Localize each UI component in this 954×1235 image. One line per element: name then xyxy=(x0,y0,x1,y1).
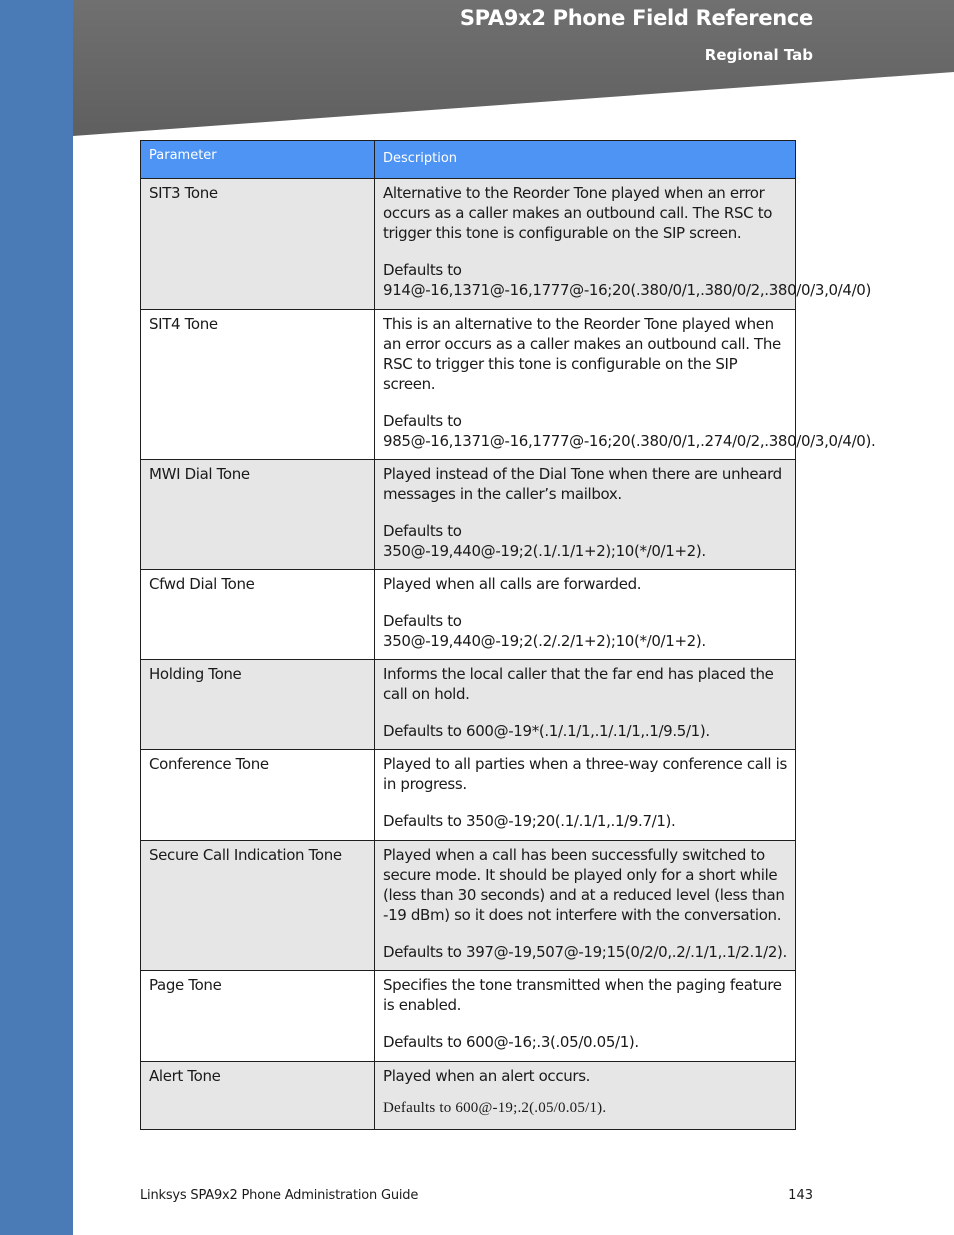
default-value-text: Defaults to 600@-16;.3(.05/0.05/1). xyxy=(383,1033,639,1051)
default-value-text: Defaults to 600@-19;.2(.05/0.05/1). xyxy=(383,1100,607,1116)
table-row xyxy=(141,310,796,460)
parameter-cell: MWI Dial Tone xyxy=(141,460,375,570)
description-text: Informs the local caller that the far end has placed the call on hold. xyxy=(383,665,774,703)
parameter-cell: Conference Tone xyxy=(141,750,375,841)
table-row xyxy=(141,971,796,1062)
page-title: SPA9x2 Phone Field Reference xyxy=(459,6,813,30)
table-row xyxy=(141,460,796,570)
description-cell xyxy=(375,570,796,660)
parameter-cell: Cfwd Dial Tone xyxy=(141,570,375,660)
column-header-description: Description xyxy=(375,141,796,179)
parameter-cell: SIT3 Tone xyxy=(141,179,375,310)
description-text: This is an alternative to the Reorder Tone played when an error occurs as a caller makes an outbound call. The RSC to trigger this tone is configurable on the SIP screen. xyxy=(383,315,781,393)
description-cell xyxy=(375,750,796,841)
default-value-text: Defaults to 985@-16,1371@-16,1777@-16;20(.380/0/1,.274/0/2,.380/0/3,0/4/0). xyxy=(383,412,876,450)
description-text: Played when an alert occurs. xyxy=(383,1067,591,1085)
description-cell xyxy=(375,179,871,310)
footer-page-number: 143 xyxy=(788,1188,813,1203)
footer-guide-title: Linksys SPA9x2 Phone Administration Guide xyxy=(140,1188,419,1203)
parameter-cell: SIT4 Tone xyxy=(141,310,375,460)
table-row xyxy=(141,660,796,750)
parameter-cell: Page Tone xyxy=(141,971,375,1062)
description-cell xyxy=(375,310,876,460)
description-cell xyxy=(375,1062,796,1130)
default-value-text: Defaults to 350@-19,440@-19;2(.1/.1/1+2);10(*/0/1+2). xyxy=(383,522,706,560)
parameter-cell: Alert Tone xyxy=(141,1062,375,1130)
description-text: Played instead of the Dial Tone when there are unheard messages in the caller’s mailbox. xyxy=(383,465,782,503)
column-header-parameter: Parameter xyxy=(141,141,375,179)
table-row xyxy=(141,841,796,971)
description-text: Played when all calls are forwarded. xyxy=(383,575,642,593)
table-row xyxy=(141,570,796,660)
table-row xyxy=(141,1062,796,1130)
default-value-text: Defaults to 600@-19*(.1/.1/1,.1/.1/1,.1/9.5/1). xyxy=(383,722,710,740)
left-side-bar xyxy=(0,0,73,1235)
description-text: Played when a call has been successfully switched to secure mode. It should be played only for a short while (less than 30 seconds) and at a reduced level (less than -19 dBm) so it does not interfere with the conversation. xyxy=(383,846,785,924)
description-cell xyxy=(375,841,796,971)
field-reference-table xyxy=(140,140,876,1130)
description-cell xyxy=(375,460,796,570)
description-text: Alternative to the Reorder Tone played when an error occurs as a caller makes an outbound call. The RSC to trigger this tone is configurable on the SIP screen. xyxy=(383,184,773,242)
default-value-text: Defaults to 350@-19;20(.1/.1/1,.1/9.7/1). xyxy=(383,812,676,830)
header-band xyxy=(73,0,954,140)
default-value-text: Defaults to 350@-19,440@-19;2(.2/.2/1+2);10(*/0/1+2). xyxy=(383,612,706,650)
table-row xyxy=(141,750,796,841)
description-cell xyxy=(375,971,796,1062)
default-value-text: Defaults to 914@-16,1371@-16,1777@-16;20(.380/0/1,.380/0/2,.380/0/3,0/4/0) xyxy=(383,261,871,299)
parameter-cell: Holding Tone xyxy=(141,660,375,750)
parameter-cell: Secure Call Indication Tone xyxy=(141,841,375,971)
page-subtitle: Regional Tab xyxy=(704,46,813,64)
description-text: Specifies the tone transmitted when the paging feature is enabled. xyxy=(383,976,782,1014)
default-value-text: Defaults to 397@-19,507@-19;15(0/2/0,.2/.1/1,.1/2.1/2). xyxy=(383,943,787,961)
description-cell xyxy=(375,660,796,750)
description-text: Played to all parties when a three-way conference call is in progress. xyxy=(383,755,787,793)
table-row xyxy=(141,179,796,310)
table-header-row xyxy=(141,141,796,179)
